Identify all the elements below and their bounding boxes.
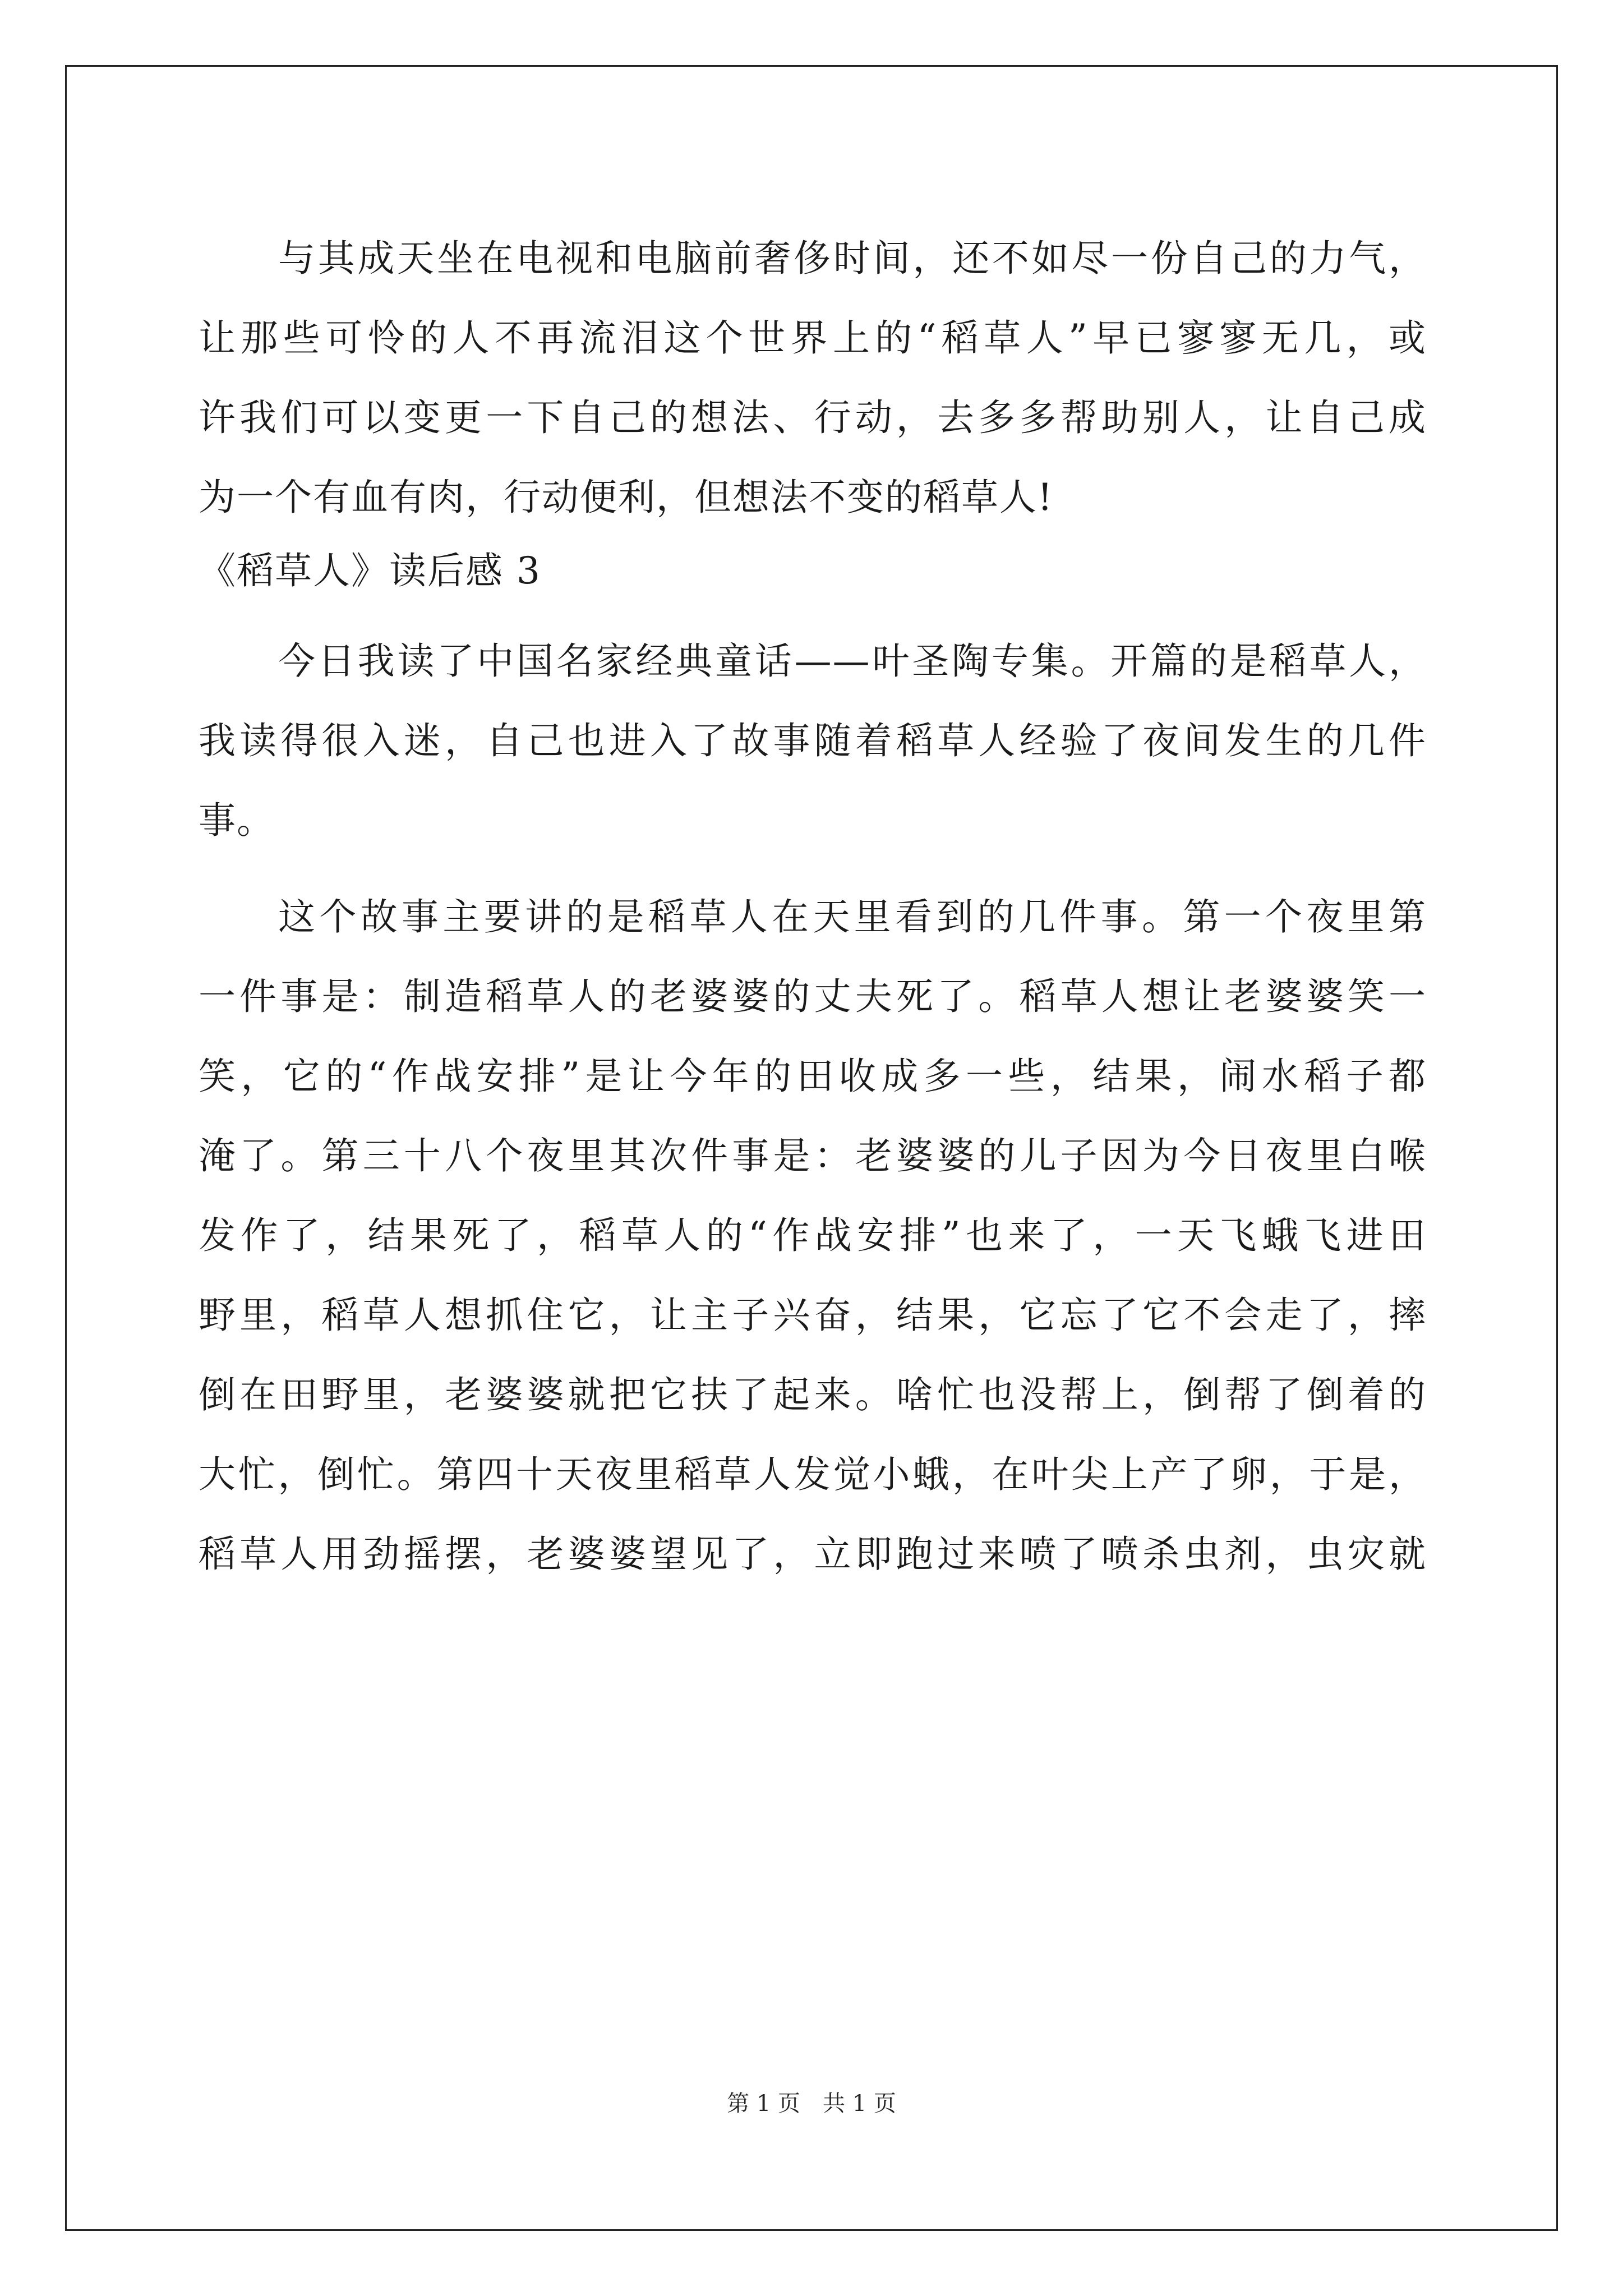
- page-footer: 第 1 页 共 1 页: [727, 2091, 896, 2116]
- paragraph-line: 今日我读了中国名家经典童话——叶圣陶专集。开篇的是稻草人，: [278, 639, 1427, 683]
- paragraph-line: 为一个有血有肉，行动便利，但想法不变的稻草人!: [199, 476, 1054, 519]
- paragraph-line: 与其成天坐在电视和电脑前奢侈时间，还不如尽一份自己的力气，: [278, 237, 1427, 280]
- paragraph-line: 一件事是：制造稻草人的老婆婆的丈夫死了。稻草人想让老婆婆笑一: [199, 975, 1427, 1018]
- paragraph-line: 许我们可以变更一下自己的想法、行动，去多多帮助别人，让自己成: [199, 396, 1427, 439]
- paragraph-line: 大忙，倒忙。第四十天夜里稻草人发觉小蛾，在叶尖上产了卵，于是，: [199, 1453, 1427, 1496]
- paragraph-line: 野里，稻草人想抓住它，让主子兴奋，结果，它忘了它不会走了，摔: [199, 1294, 1427, 1337]
- paragraph-line: 让那些可怜的人不再流泪这个世界上的“稻草人”早已寥寥无几，或: [199, 316, 1427, 360]
- paragraph-line: 事。: [199, 799, 275, 842]
- paragraph-line: 笑，它的“作战安排”是让今年的田收成多一些，结果，闹水稻子都: [199, 1055, 1427, 1098]
- section-heading: 《稻草人》读后感 3: [199, 549, 541, 592]
- paragraph-line: 这个故事主要讲的是稻草人在天里看到的几件事。第一个夜里第: [278, 895, 1427, 938]
- paragraph-line: 淹了。第三十八个夜里其次件事是：老婆婆的儿子因为今日夜里白喉: [199, 1134, 1427, 1177]
- document-body: [199, 219, 1427, 1594]
- paragraph-line: 倒在田野里，老婆婆就把它扶了起来。啥忙也没帮上，倒帮了倒着的: [199, 1373, 1427, 1416]
- paragraph-line: 我读得很入迷，自己也进入了故事随着稻草人经验了夜间发生的几件: [199, 719, 1427, 762]
- paragraph-line: 稻草人用劲摇摆，老婆婆望见了，立即跑过来喷了喷杀虫剂，虫灾就: [199, 1533, 1427, 1576]
- paragraph-line: 发作了，结果死了，稻草人的“作战安排”也来了，一天飞蛾飞进田: [199, 1214, 1427, 1257]
